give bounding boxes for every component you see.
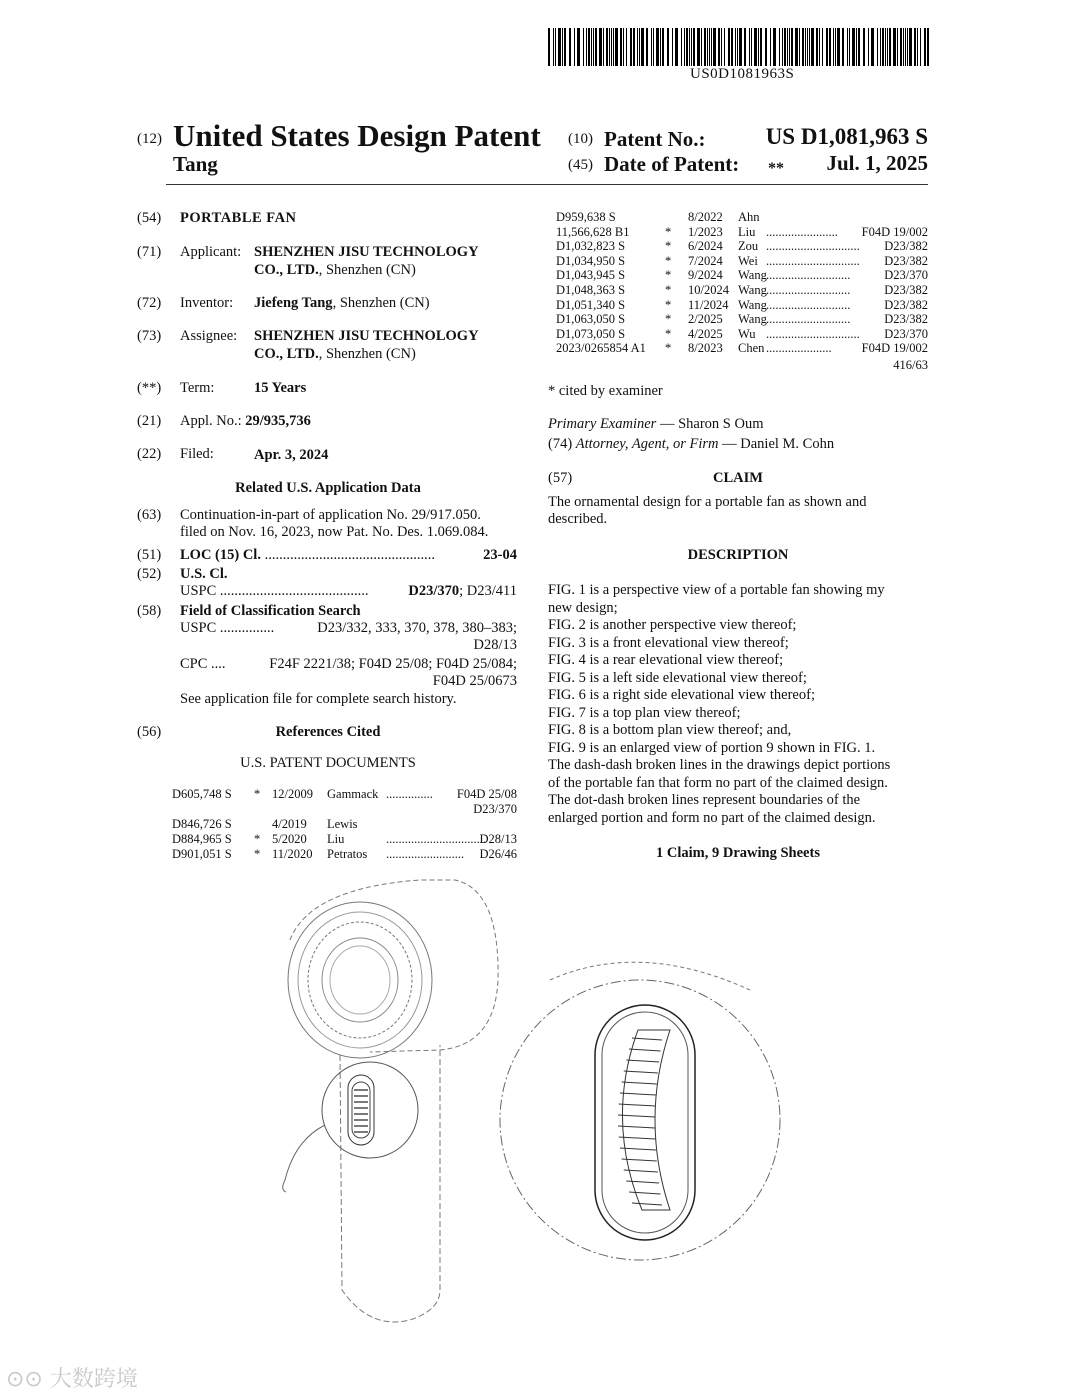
ref-number: D1,073,050 S	[556, 326, 626, 341]
ref-dots: .......................	[766, 224, 838, 239]
related-data-heading: Related U.S. Application Data	[235, 480, 421, 496]
field-cpc-line-1: F24F 2221/38; F04D 25/08; F04D 25/084;	[269, 656, 517, 672]
ref-number: D1,048,363 S	[556, 283, 626, 297]
description-line: FIG. 8 is a bottom plan view thereof; and,	[548, 722, 792, 738]
ref-dots: ...........................	[766, 297, 851, 312]
patent-number: US D1,081,963 S	[765, 124, 928, 149]
appl-number: 29/935,736	[245, 413, 311, 429]
references-heading: References Cited	[275, 724, 381, 740]
primary-examiner-label: Primary Examiner	[548, 416, 657, 432]
description-line: FIG. 6 is a right side elevational view thereof;	[548, 687, 815, 703]
ref-date: 4/2019	[272, 817, 307, 831]
ref-number: D1,063,050 S	[556, 312, 626, 327]
header-rule	[166, 184, 928, 185]
ref-name: Zou	[738, 239, 759, 254]
patent-drawing	[250, 870, 950, 1340]
code-12: (12)	[137, 131, 162, 147]
code-10: (10)	[568, 131, 593, 147]
code-21: (21)	[137, 413, 162, 429]
code-52: (52)	[137, 566, 162, 582]
ref-number: 11,566,628 B1	[556, 224, 630, 239]
applicant-label: Applicant:	[180, 244, 242, 260]
filed-label: Filed:	[180, 446, 214, 462]
ref-class: D26/46	[479, 847, 517, 861]
continuation-line-2: filed on Nov. 16, 2023, now Pat. No. Des. 1.069.084.	[180, 524, 489, 540]
ref-number: D1,051,340 S	[556, 297, 626, 312]
ref-class: D23/370	[884, 268, 928, 283]
code-73: (73)	[137, 328, 162, 344]
continuation-line-1: Continuation-in-part of application No. 29/917.050.	[180, 507, 481, 523]
primary-examiner-name: — Sharon S Oum	[656, 416, 764, 432]
field-cpc-line-2: F04D 25/0673	[432, 673, 517, 689]
ref-dots: .........................	[386, 847, 465, 861]
ref-star: *	[665, 253, 672, 268]
ref-tail-class: 416/63	[893, 358, 928, 372]
code-57: (57)	[548, 470, 573, 486]
ref-name: Wei	[738, 253, 758, 268]
ref-class: F04D 19/002	[861, 341, 928, 356]
us-cl-label: U.S. Cl.	[180, 566, 228, 582]
code-72: (72)	[137, 295, 162, 311]
ref-name: Wang	[738, 283, 767, 297]
ref-name: Gammack	[327, 787, 379, 801]
ref-number: D1,032,823 S	[556, 239, 626, 254]
date-label: Date of Patent:	[604, 152, 740, 176]
ref-date: 11/2020	[272, 847, 313, 861]
cited-note: * cited by examiner	[548, 383, 663, 399]
fan-head-outline	[290, 880, 498, 1052]
description-line: new design;	[548, 599, 618, 616]
description-line: The dash-dash broken lines in the drawings depict portions	[548, 757, 891, 773]
detail-slot	[595, 1005, 695, 1240]
ref-dots: ................................	[386, 832, 486, 846]
field-uspc-dots: ...............	[219, 620, 275, 636]
field-uspc-line-2: D28/13	[473, 637, 517, 653]
description-line: FIG. 9 is an enlarged view of portion 9 shown in FIG. 1.	[548, 739, 876, 756]
ref-number: D1,034,950 S	[556, 253, 626, 268]
assignee-label: Assignee:	[180, 328, 238, 344]
uspc-label: USPC	[180, 583, 217, 599]
ref-class: D23/382	[884, 297, 928, 312]
ref-date: 4/2025	[688, 326, 723, 341]
attorney-label: Attorney, Agent, or Firm	[575, 436, 719, 452]
ref-star: *	[665, 239, 672, 254]
ref-number: D605,748 S	[172, 787, 232, 801]
ref-date: 1/2023	[688, 224, 723, 239]
code-22: (22)	[137, 446, 162, 462]
inventor-name: Jiefeng Tang	[254, 295, 333, 311]
code-term: (**)	[137, 380, 162, 396]
ref-date: 7/2024	[688, 253, 723, 268]
inventor-location: , Shenzhen (CN)	[332, 295, 430, 311]
applicant-name-2: CO., LTD.	[254, 262, 319, 278]
applicant-name: SHENZHEN JISU TECHNOLOGY	[254, 244, 479, 260]
description-line: The dot-dash broken lines represent boundaries of the	[548, 792, 861, 808]
ref-class: F04D 19/002	[861, 224, 928, 239]
ref-name: Wang	[738, 312, 767, 327]
ref-star: *	[254, 847, 261, 861]
ref-star: *	[665, 312, 672, 327]
ref-date: 9/2024	[688, 268, 723, 283]
ref-date: 12/2009	[272, 787, 313, 801]
fan-front-ring	[288, 902, 432, 1058]
description-line: enlarged portion and form no part of the claimed design.	[548, 809, 876, 826]
field-uspc-label: USPC	[180, 620, 217, 636]
ref-date: 6/2024	[688, 239, 723, 254]
claim-line-2: described.	[548, 511, 608, 527]
document-type: United States Design Patent	[173, 118, 541, 153]
search-history-note: See application file for complete search history.	[180, 691, 457, 707]
ref-number: D1,043,945 S	[556, 268, 626, 283]
ref-class: D23/382	[884, 283, 928, 297]
patent-date: Jul. 1, 2025	[826, 151, 928, 175]
term-value: 15 Years	[254, 380, 307, 396]
barcode-number: US0D1081963S	[690, 66, 795, 82]
patent-title: PORTABLE FAN	[180, 210, 297, 226]
loc-label: LOC (15) Cl.	[180, 547, 261, 563]
ref-star: *	[665, 268, 672, 283]
claim-line-1: The ornamental design for a portable fan as shown and	[548, 494, 867, 510]
description-line: FIG. 7 is a top plan view thereof;	[548, 704, 741, 721]
code-54: (54)	[137, 210, 162, 226]
ref-star: *	[665, 341, 672, 356]
ref-dots: ...........................	[766, 268, 851, 283]
description-line: FIG. 3 is a front elevational view thereof;	[548, 634, 789, 651]
patent-no-label: Patent No.:	[604, 127, 706, 151]
field-search-label: Field of Classification Search	[180, 603, 361, 619]
ref-star: *	[665, 297, 672, 312]
code-71: (71)	[137, 244, 162, 260]
ref-name: Ahn	[738, 210, 760, 224]
loc-dots: ...............................................	[264, 547, 435, 563]
description-line: FIG. 1 is a perspective view of a portable fan showing my	[548, 582, 885, 598]
fan-handle-outline	[340, 1045, 440, 1322]
field-cpc-label: CPC	[180, 656, 208, 672]
ref-dots: ...........................	[766, 312, 851, 327]
ref-number: D901,051 S	[172, 847, 232, 861]
code-58: (58)	[137, 603, 162, 619]
ref-number: D846,726 S	[172, 817, 232, 831]
ref-class: D28/13	[479, 832, 517, 846]
appl-label: Appl. No.:	[180, 413, 242, 429]
ref-date: 11/2024	[688, 297, 729, 312]
ref-name: Wu	[738, 326, 756, 341]
ref-dots: .....................	[766, 341, 832, 356]
ref-name: Petratos	[327, 847, 368, 861]
ref-class: D23/382	[884, 312, 928, 327]
term-label: Term:	[180, 380, 215, 396]
ref-number: D959,638 S	[556, 210, 616, 224]
filed-date: Apr. 3, 2024	[254, 447, 329, 463]
description-line: FIG. 5 is a left side elevational view thereof;	[548, 669, 807, 686]
ref-date: 10/2024	[688, 283, 729, 297]
code-74: (74)	[548, 436, 573, 452]
field-uspc-line-1: D23/332, 333, 370, 378, 380–383;	[317, 620, 517, 636]
ref-class: D23/382	[884, 253, 928, 268]
description-line: FIG. 2 is another perspective view thereof;	[548, 617, 797, 633]
ref-name: Liu	[738, 224, 756, 239]
description-line: of the portable fan that form no part of the claimed design.	[548, 774, 888, 791]
detail-circle-large	[500, 980, 780, 1260]
ref-class: D23/382	[884, 239, 928, 254]
description-line: FIG. 4 is a rear elevational view thereof;	[548, 652, 784, 668]
ref-number: 2023/0265854 A1	[556, 341, 646, 356]
ref-date: 2/2025	[688, 312, 723, 327]
ref-number: D884,965 S	[172, 832, 232, 846]
ref-dots: ..............................	[766, 326, 860, 341]
ref-dots: ...............	[386, 787, 433, 801]
applicant-location: , Shenzhen (CN)	[318, 262, 416, 278]
watermark: ⊙⊙ 大数跨境	[6, 1367, 138, 1392]
ref-star: *	[254, 787, 261, 801]
ref-class: F04D 25/08	[456, 787, 517, 801]
ref-star: *	[665, 283, 672, 297]
ref-name: Wang	[738, 297, 767, 312]
ref-name: Chen	[738, 341, 765, 356]
ref-class: D23/370	[884, 326, 928, 341]
date-stars: **	[768, 160, 784, 177]
code-51: (51)	[137, 547, 162, 563]
code-45: (45)	[568, 157, 593, 173]
field-cpc-dots: ....	[211, 656, 226, 672]
ref-date: 8/2022	[688, 210, 723, 224]
attorney-name: — Daniel M. Cohn	[718, 436, 835, 452]
uspc-dots: .........................................	[219, 583, 369, 599]
ref-name: Liu	[327, 832, 345, 846]
code-56: (56)	[137, 724, 162, 740]
ref-star: *	[254, 832, 261, 846]
ref-dots: ..............................	[766, 253, 860, 268]
description-heading: DESCRIPTION	[687, 547, 789, 563]
ref-dots: ..............................	[766, 239, 860, 254]
ref-star: *	[665, 224, 672, 239]
ref-name: Wang	[738, 268, 767, 283]
claim-heading: CLAIM	[713, 470, 763, 486]
ref-date: 5/2020	[272, 832, 307, 846]
ref-class-2: D23/370	[473, 802, 517, 816]
assignee-name-2: CO., LTD.	[254, 346, 319, 362]
code-63: (63)	[137, 507, 162, 523]
uspc-main: D23/370	[408, 583, 460, 599]
ref-star: *	[665, 326, 672, 341]
barcode	[548, 28, 930, 66]
inventor-short: Tang	[173, 152, 218, 176]
us-docs-heading: U.S. PATENT DOCUMENTS	[240, 755, 416, 771]
inventor-label: Inventor:	[180, 295, 234, 311]
uspc-rest: ; D23/411	[459, 583, 517, 599]
claims-summary: 1 Claim, 9 Drawing Sheets	[656, 845, 820, 861]
ref-name: Lewis	[327, 817, 358, 831]
assignee-name: SHENZHEN JISU TECHNOLOGY	[254, 328, 479, 344]
ref-date: 8/2023	[688, 341, 723, 356]
ref-dots: ...........................	[766, 283, 851, 297]
loc-value: 23-04	[483, 547, 517, 563]
assignee-location: , Shenzhen (CN)	[318, 346, 416, 362]
